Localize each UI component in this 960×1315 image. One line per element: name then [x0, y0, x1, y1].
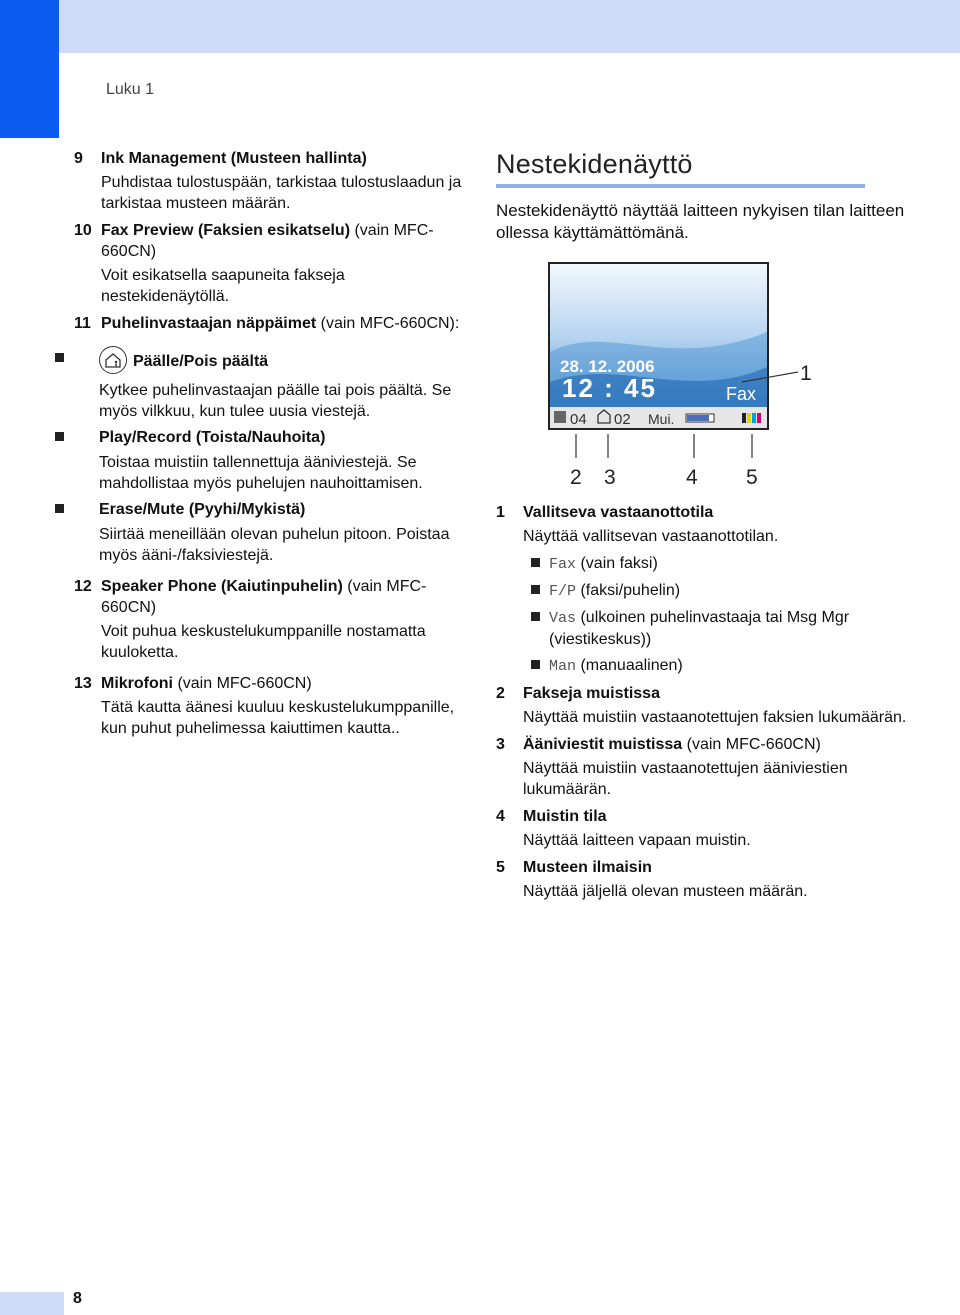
page-number: 8: [73, 1290, 82, 1307]
item-description: Voit esikatsella saapuneita fakseja nestekidenäytöllä.: [101, 267, 345, 305]
list-item: 13 Mikrofoni (vain MFC-660CN) Tätä kautta äänesi kuuluu keskustelukumppanille, kun puhut puhelimessa kaiuttimen kautta..: [74, 673, 474, 739]
item-title: Muistin tila: [523, 808, 607, 825]
memory-gauge-fill: [687, 415, 709, 421]
item-title: Ink Management (Musteen hallinta): [101, 150, 367, 167]
item-title: Ääniviestit muistissa: [523, 736, 683, 753]
header-band: [59, 0, 960, 53]
bullet-label: Päälle/Pois päältä: [133, 353, 269, 371]
callout-1: 1: [800, 362, 812, 385]
bullet-label: Erase/Mute (Pyyhi/Mykistä): [99, 501, 306, 518]
item-description: Näyttää vallitsevan vastaanottotilan.: [523, 528, 779, 545]
chapter-tab: [0, 0, 59, 138]
item-description: Puhdistaa tulostuspään, tarkistaa tulostuslaadun ja tarkistaa musteen määrän.: [101, 174, 462, 212]
item-description: Näyttää jäljellä olevan musteen määrän.: [523, 883, 808, 900]
bullet-description: Kytkee puhelinvastaajan päälle tai pois päältä. Se myös vilkkuu, kun tulee uusia viestejä.: [99, 382, 452, 420]
left-column: [74, 148, 474, 745]
bullet-item: [47, 499, 474, 566]
list-item: 9 Ink Management (Musteen hallinta) Puhdistaa tulostuspään, tarkistaa tulostuslaadun ja tarkistaa musteen määrän.: [74, 148, 474, 214]
list-item: 4 Muistin tila Näyttää laitteen vapaan muistin.: [496, 806, 936, 851]
mode-item: Man (manuaalinen): [523, 655, 936, 677]
ink-cyan: [752, 413, 756, 423]
list-item: 5 Musteen ilmaisin Näyttää jäljellä olevan musteen määrän.: [496, 857, 936, 902]
ink-black: [742, 413, 746, 423]
fax-memory-icon: [554, 411, 566, 423]
mode-item: F/P (faksi/puhelin): [523, 580, 936, 602]
right-column: [496, 148, 916, 244]
ink-yellow: [747, 413, 751, 423]
item-title: Fakseja muistissa: [523, 685, 660, 702]
bullet-description: Siirtää meneillään olevan puhelun pitoon. Poistaa myös ääni-/faksiviestejä.: [99, 526, 450, 564]
ink-magenta: [757, 413, 761, 423]
lcd-memory-label: Mui.: [648, 411, 675, 427]
item-description: Näyttää laitteen vapaan muistin.: [523, 832, 751, 849]
mode-list: [523, 553, 936, 677]
item-description: Näyttää muistiin vastaanotettujen ääniviestien lukumäärän.: [523, 760, 848, 798]
callout-5: 5: [746, 466, 758, 489]
tad-keys-list: [74, 348, 474, 566]
callout-2: 2: [570, 466, 582, 489]
mode-item: Vas (ulkoinen puhelinvastaaja tai Msg Mgr (viestikeskus)): [523, 607, 936, 650]
item-description: Näyttää muistiin vastaanotettujen faksien lukumäärän.: [523, 709, 907, 726]
bullet-description: Toistaa muistiin tallennettuja ääniviestejä. Se mahdollistaa myös puhelujen nauhoittamisen.: [99, 454, 423, 492]
section-title: Nestekidenäyttö: [496, 149, 693, 179]
bullet-label: Play/Record (Toista/Nauhoita): [99, 429, 326, 446]
list-item: 2 Fakseja muistissa Näyttää muistiin vastaanotettujen faksien lukumäärän.: [496, 683, 936, 728]
lcd-voice-count: 02: [614, 411, 631, 428]
lcd-legend-list: [496, 502, 936, 908]
lcd-illustration: [548, 262, 848, 492]
item-title: Speaker Phone (Kaiutinpuhelin): [101, 578, 343, 595]
item-description: Tätä kautta äänesi kuuluu keskustelukumppanille, kun puhut puhelimessa kaiuttimen kautta..: [101, 699, 455, 737]
footer-band: [0, 1292, 64, 1315]
item-title: Puhelinvastaajan näppäimet: [101, 315, 317, 332]
lcd-time: 12 : 45: [562, 373, 657, 403]
item-title: Mikrofoni: [101, 675, 173, 692]
section-rule: [496, 184, 865, 188]
item-title: Vallitseva vastaanottotila: [523, 504, 714, 521]
mode-item: Fax (vain faksi): [523, 553, 936, 575]
item-title: Fax Preview (Faksien esikatselu): [101, 222, 351, 239]
callout-4: 4: [686, 466, 698, 489]
list-item: 11 Puhelinvastaajan näppäimet (vain MFC-660CN):: [74, 315, 460, 332]
lcd-mode: Fax: [726, 384, 757, 404]
bullet-item: [47, 348, 474, 422]
callout-3: 3: [604, 466, 616, 489]
tad-onoff-icon: [99, 346, 127, 374]
list-item: 3 Ääniviestit muistissa (vain MFC-660CN) Näyttää muistiin vastaanotettujen ääniviestien lukumäärän.: [496, 734, 936, 800]
list-item: 12 Speaker Phone (Kaiutinpuhelin) (vain MFC-660CN) Voit puhua keskustelukumppanille nostamatta kuuloketta.: [74, 576, 474, 663]
bullet-item: [47, 427, 474, 494]
list-item: 1 Vallitseva vastaanottotila Näyttää vallitsevan vastaanottotilan. Fax (vain faksi) F/P (faksi/puhelin) Vas (ulkoinen puhelinvastaaja tai Msg Mgr (viestikeskus)) Man (manuaalinen): [496, 502, 936, 677]
chapter-label: Luku 1: [106, 81, 155, 98]
lcd-date: 28. 12. 2006: [560, 357, 655, 376]
list-item: 10 Fax Preview (Faksien esikatselu) (vain MFC-660CN) Voit esikatsella saapuneita fakseja nestekidenäytöllä.: [74, 220, 474, 307]
item-description: Voit puhua keskustelukumppanille nostamatta kuuloketta.: [101, 623, 426, 661]
item-title: Musteen ilmaisin: [523, 859, 652, 876]
lcd-fax-count: 04: [570, 411, 587, 428]
section-lead: Nestekidenäyttö näyttää laitteen nykyisen tilan laitteen ollessa käyttämättömänä.: [496, 201, 905, 242]
